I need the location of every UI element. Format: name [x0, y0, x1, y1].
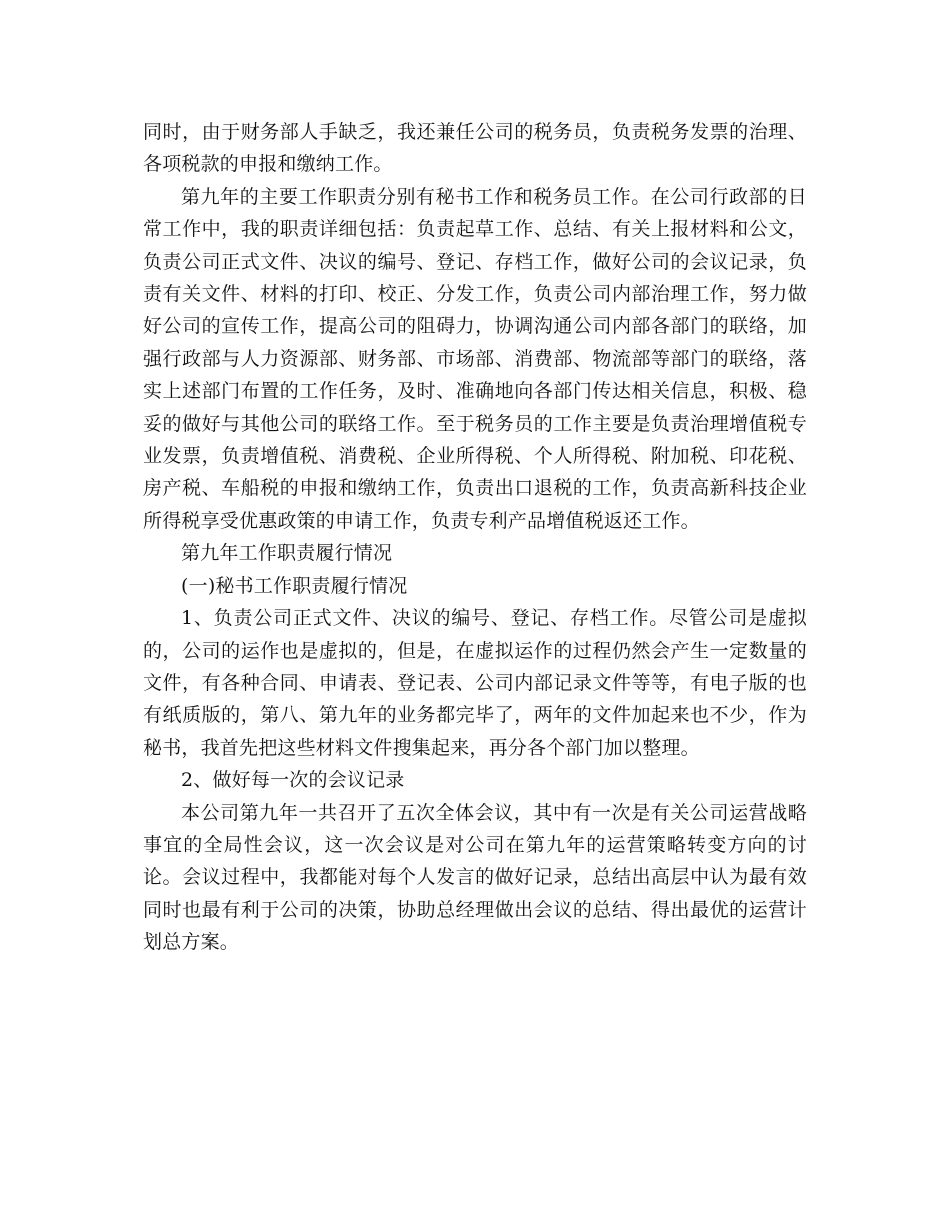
paragraph-meetings: 本公司第九年一共召开了五次全体会议，其中有一次是有关公司运营战略事宜的全局性会议，这一次会议是对公司在第九年的运营策略转变方向的讨论。会议过程中，我都能对每个人发言的做好记录，总结出高层中认为最有效同时也最有利于公司的决策，协助总经理做出会议的总结、得出最优的运营计划总方案。 — [143, 801, 807, 954]
document-body — [143, 116, 807, 959]
subsection-heading-secretary: (一)秘书工作职责履行情况 — [181, 574, 408, 597]
paragraph-tax-duties-continued: 同时，由于财务部人手缺乏，我还兼任公司的税务员，负责税务发票的治理、各项税款的申报和缴纳工作。 — [143, 121, 807, 176]
paragraph-year-nine-responsibilities: 第九年的主要工作职责分别有秘书工作和税务员工作。在公司行政部的日常工作中，我的职责详细包括：负责起草工作、总结、有关上报材料和公文，负责公司正式文件、决议的编号、登记、存档工作，做好公司的会议记录，负责有关文件、材料的打印、校正、分发工作，负责公司内部治理工作，努力做好公司的宣传工作，提高公司的阻碍力，协调沟通公司内部各部门的联络，加强行政部与人力资源部、财务部、市场部、消费部、物流部等部门的联络，落实上述部门布置的工作任务，及时、准确地向各部门传达相关信息，积极、稳妥的做好与其他公司的联络工作。至于税务员的工作主要是负责治理增值税专业发票，负责增值税、消费税、企业所得税、个人所得税、附加税、印花税、房产税、车船税的申报和缴纳工作，负责出口退税的工作，负责高新科技企业所得税享受优惠政策的申请工作，负责专利产品增值税返还工作。 — [143, 185, 807, 532]
section-heading-performance: 第九年工作职责履行情况 — [181, 542, 393, 565]
paragraph-item-1-filing: 1、负责公司正式文件、决议的编号、登记、存档工作。尽管公司是虚拟的，公司的运作也是虚拟的，但是，在虚拟运作的过程仍然会产生一定数量的文件，有各种合同、申请表、登记表、公司内部记录文件等等，有电子版的也有纸质版的，第八、第九年的业务都完毕了，两年的文件加起来也不少，作为秘书，我首先把这些材料文件搜集起来，再分各个部门加以整理。 — [143, 607, 807, 759]
item-heading-meeting-records: 2、做好每一次的会议记录 — [181, 769, 405, 792]
